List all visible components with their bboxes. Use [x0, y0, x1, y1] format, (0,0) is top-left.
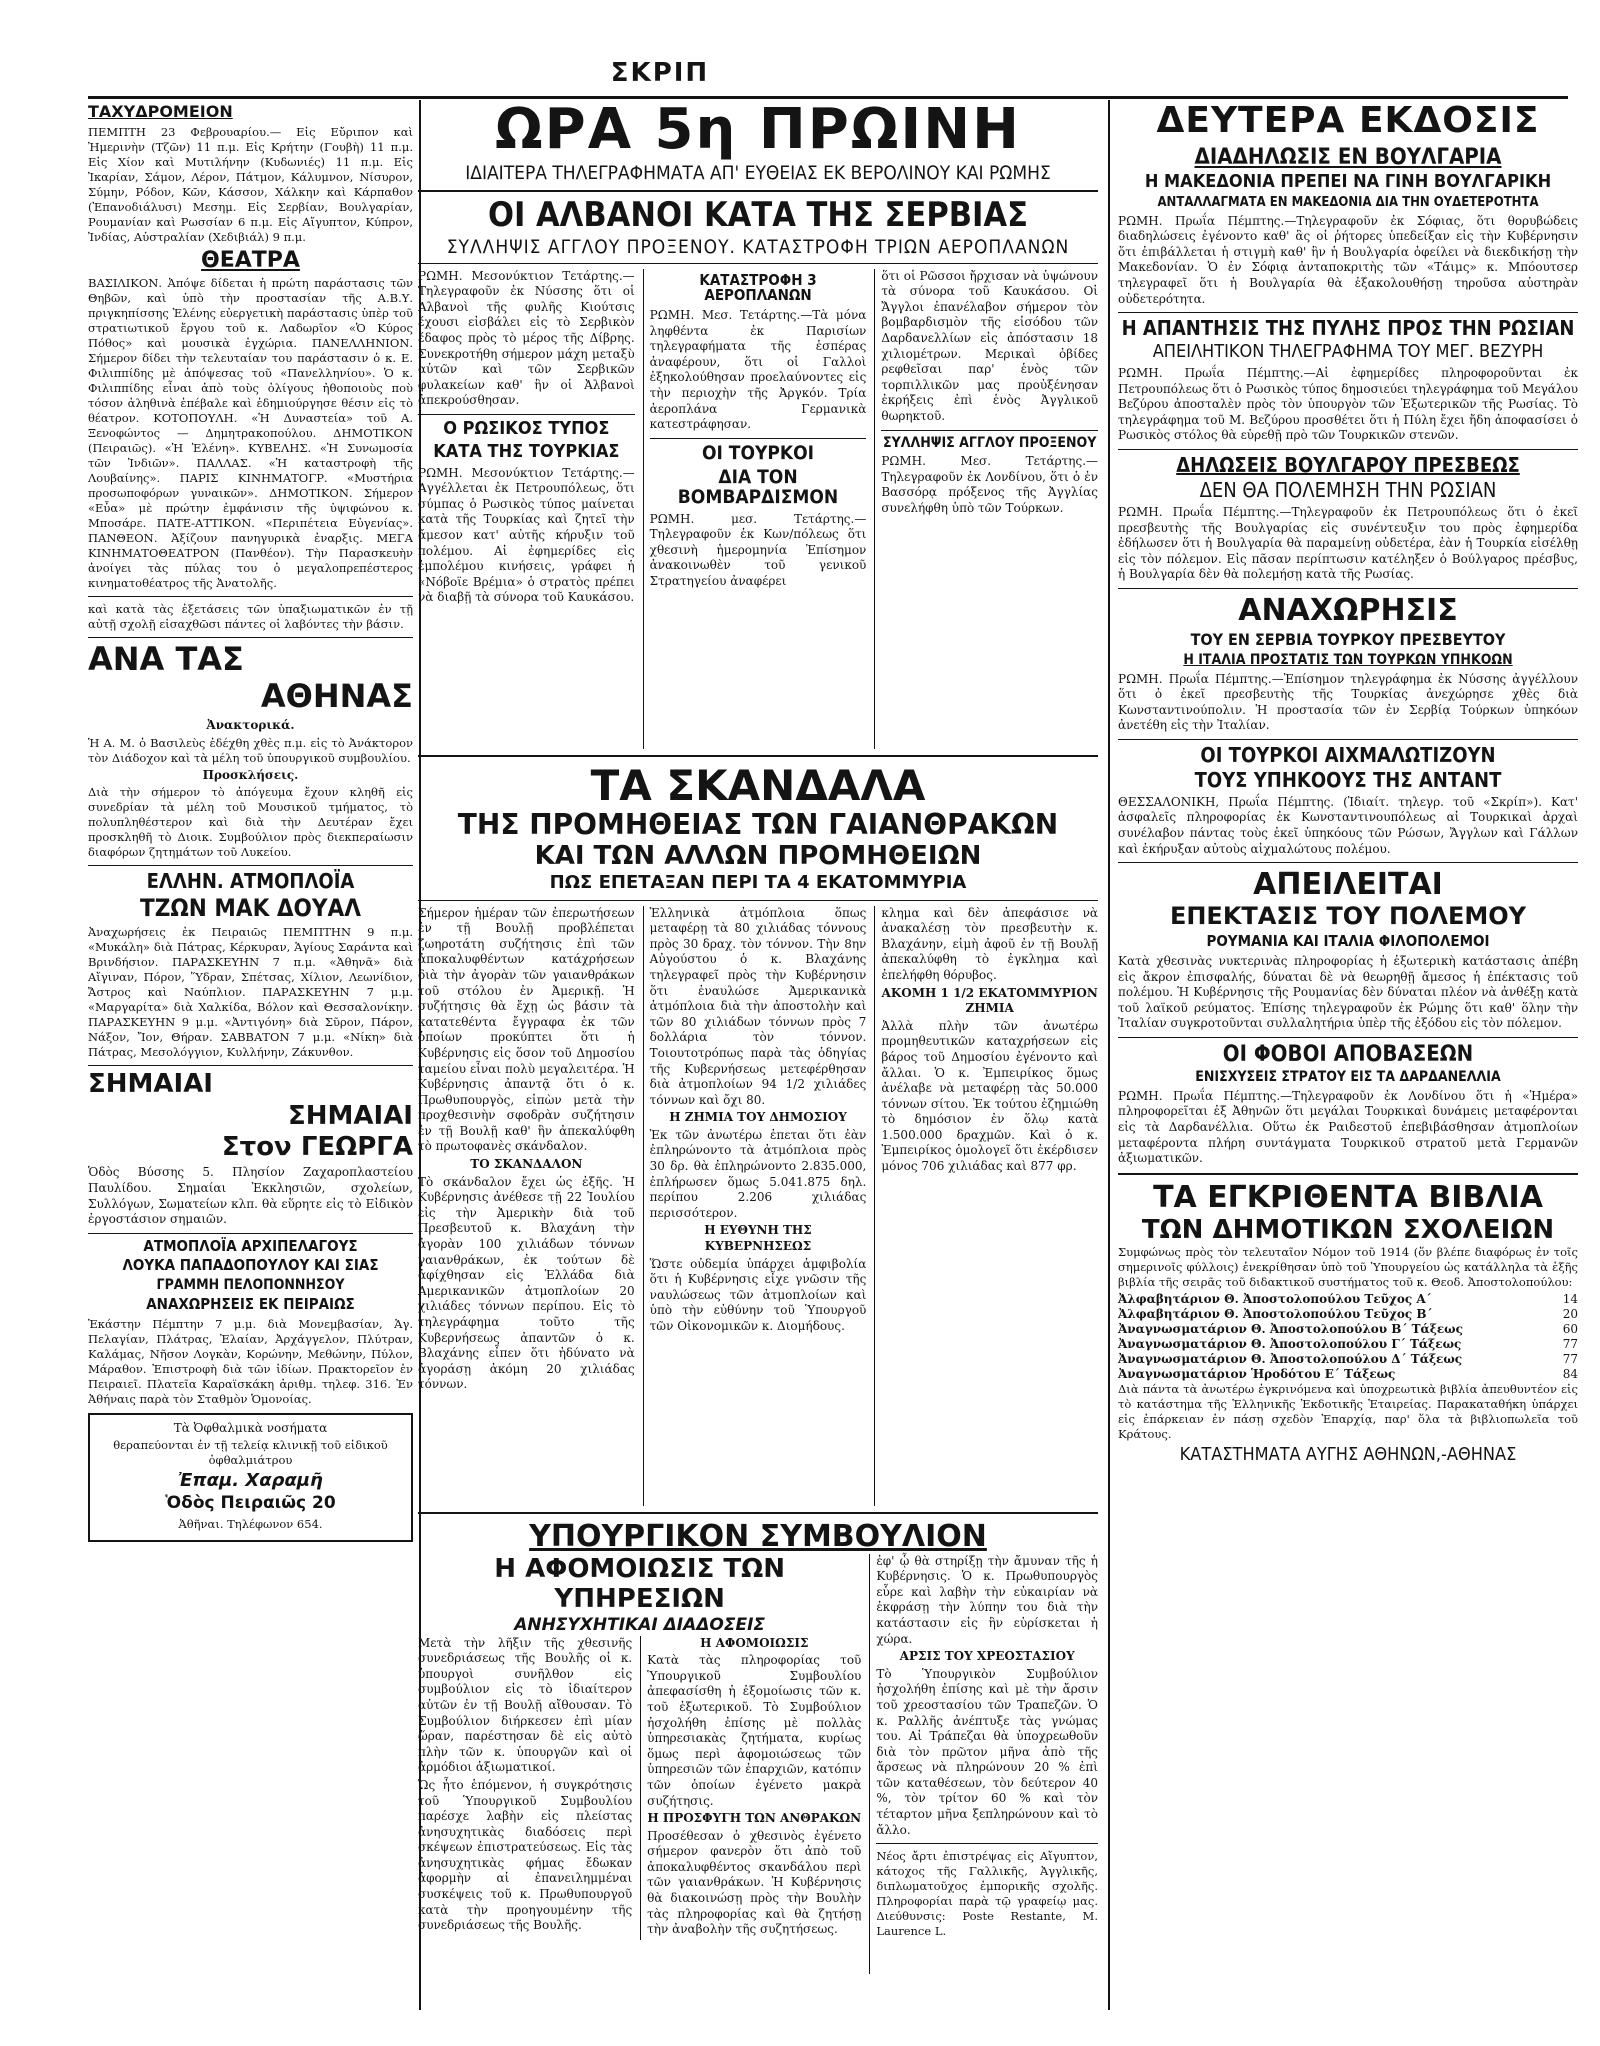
theatre-tail: καὶ κατὰ τὰς ἐξετάσεις τῶν ὑπαξιωματικῶν ἐν τῇ αὐτῇ σχολῇ εἰσαχθῶσι πάντες οἱ λαβόντες τὴν βάσιν.	[88, 601, 413, 631]
scandals-heading-4: ΠΩΣ ΕΠΕΤΑΞΑΝ ΠΕΡΙ ΤΑ 4 ΕΚΑΤΟΜΜΥΡΙΑ	[549, 871, 967, 893]
athens-text-2: Διὰ τὴν σήμερον τὸ ἀπόγευμα ἔχουν κληθῆ εἰς συνεδρίαν τὰ μέλη τοῦ Μουσικοῦ τμήματος, τὸ πολυπληθέστερον καὶ διὰ τὴν Δευτέραν ἔχει προσκληθῆ τὸ Διοικ. Συμβούλιον πρὸς διεκπεραίωσιν διαφόρων ζητημάτων τοῦ Λυκείου.	[88, 785, 413, 860]
divider	[88, 865, 413, 866]
scandals-text-1: Σήμερον ἡμέραν τῶν ἐπερωτήσεων ἐν τῇ Βουλῇ προβλέπεται ζωηροτάτη συζήτησις ἐπὶ τῶν ἀποκαλυφθέντων κατάχρήσεων διὰ τὴν ἀγορὰν τῶν γαιανθράκων τοῦ στόλου ἐν Ἀμερικῇ. Ἡ συζήτησις θὰ ἔχῃ ὡς βάσιν τὰ κατατεθέντα ἔγγραφα ἐκ τῶν ὁποίων προκύπτει ὅτι ἡ Κυβέρνησις εἰς ὅσον τοῦ Δημοσίου ταμείου εἶναι πολὺ μεγαλειτέρα. Ἡ Κυβέρνησις ἀπαντᾷ ὅτι ὁ κ. Πρωθυπουργὸς, εἰπὼν μετὰ τὴν προχθεσινὴν σφοδρὰν συζήτησιν ἐν τῇ Βουλῇ καθ' ἣν ἀπεκαλύφθη τὸ πρωτοφανὲς σκάνδαλον.	[418, 905, 635, 1154]
post-text: ΠΕΜΠΤΗ 23 Φεβρουαρίου.— Εἰς Εὔριπον καὶ Ἠμερινὴν (Τζῶν) 11 π.μ. Εἰς Κρήτην (Γουβὴ) 11 π.μ. Εἰς Χίον καὶ Μυτιλήνην (Κυδωνιές) 11 π.μ. Εἰς Ἰκαρίαν, Σάμον, Λέρον, Πάτμον, Κάλυμνον, Νίσυρον, Σύμην, Ρόδον, Κῶν, Κάσσον, Χάλκην καὶ Κάρπαθον (Ἐπανοδιάλυσι) Μεσημ. Εἰς Σερβίαν, Βουλγαρίαν, Ρουμανίαν καὶ Ρωσσίαν 6 π.μ. Εἰς Αἴγυπτον, Κύπρον, Ἰνδίας, Αὐστραλίαν (Χεδιβιάλ) 9 π.μ.	[88, 124, 413, 244]
shipping-heading-2: ΤΖΩΝ ΜΑΚ ΔΟΥΑΛ	[140, 894, 361, 923]
divider	[418, 190, 1098, 192]
divider	[1118, 1173, 1578, 1175]
cabinet-col-3	[869, 1554, 1098, 1974]
porte-heading-1: Η ΑΠΑΝΤΗΣΙΣ ΤΗΣ ΠΥΛΗΣ ΠΡΟΣ ΤΗΝ ΡΩΣΙΑΝ	[1121, 316, 1575, 341]
albanians-heading: ΟΙ ΑΛΒΑΝΟΙ ΚΑΤΑ ΤΗΣ ΣΕΡΒΙΑΣ	[488, 194, 1028, 235]
scandals-text-5: Ὥστε οὐδεμία ὑπάρχει ἀμφιβολία ὅτι ἡ Κυβέρνησις εἶχε γνῶσιν τῆς ναυλώσεως τῶν ἀτμοπλοίων καὶ ὑπὸ τὴν εὐθύνην τοῦ Ὑπουργοῦ τῶν Οἰκονομικῶν κ. Διομήδους.	[649, 1256, 867, 1333]
scandals-heading-3: ΚΑΙ ΤΩΝ ΑΛΛΩΝ ΠΡΟΜΗΘΕΙΩΝ	[534, 840, 982, 871]
cabinet-heading-2: Η ΑΦΟΜΟΙΩΣΙΣ ΤΩΝ ΥΠΗΡΕΣΙΩΝ	[494, 1553, 786, 1614]
divider	[418, 755, 1098, 757]
athens-sub-2: Προσκλήσεις.	[202, 767, 299, 782]
books-outro: Διὰ πάντα τὰ ἀνωτέρω ἐγκρινόμενα καὶ ὑποχρεωτικὰ βιβλία ἀπευθυντέον εἰς τὸ κατάστημα τῆς Ἑλληνικῆς Ἐκδοτικῆς Ἑταιρείας. Παρακαταθήκη ὑπάρχει εἰς ἐπάρκειαν ἐν πάσῃ σχεδὸν Ἐπαρχίᾳ, παρ' ὅλα τὰ βιβλιοπωλεῖα τοῦ Κράτους.	[1118, 1381, 1578, 1441]
flags-text: Ὁδὸς Βύσσης 5. Πλησίον Ζαχαροπλαστείου Παυλίδου. Σημαίαι Ἐκκλησιῶν, σχολείων, Συλλόγων, Σωματείων κλπ. θὰ εὕρητε εἰς τὸ Εἰδικὸν ἐργοστάσιον σημαιῶν.	[88, 1165, 413, 1227]
right-column	[1108, 100, 1578, 2010]
russian-press-heading-1: Ο ΡΩΣΙΚΟΣ ΤΥΠΟΣ	[443, 417, 610, 439]
advert-doctor-name: Ἐπαμ. Χαραμῆ	[178, 1470, 323, 1492]
cabinet-col-1	[418, 1636, 632, 1940]
porte-text: ΡΩΜΗ. Πρωΐα Πέμπτης.—Αἱ ἐφημερίδες πληροφοροῦνται ἐκ Πετρουπόλεως ὅτι ὁ Ρωσικὸς τύπος δημοσιεύει τηλεγράφημα τοῦ Μεγάλου Βεζύρου ἀποσταλὲν πρὸς τὸν ὑπουργὸν τῶν Ἐξωτερικῶν τῆς Ρωσίας. Τὸ τηλεγράφημα τοῦ Μ. Βεζύρου προσθέτει ὅτι ἡ Πύλη ἔχει ἤδη ἀποφασίσει ὁ Ρωσικὸς στόλος θὰ εὑρεθῇ πρὸ τῶν Τουρκικῶν στενῶν.	[1118, 366, 1578, 443]
scandals-col-3	[874, 906, 1098, 1506]
divider	[876, 1843, 1098, 1844]
turks-heading-1: ΟΙ ΤΟΥΡΚΟΙ	[701, 441, 815, 464]
ambassador-heading-1: ΔΗΛΩΣΕΙΣ ΒΟΥΛΓΑΡΟΥ ΠΡΕΣΒΕΩΣ	[1176, 453, 1520, 478]
coal-subheading: Η ΠΡΟΣΦΥΓΗ ΤΩΝ ΑΝΘΡΑΚΩΝ	[647, 1811, 862, 1826]
cabinet-text-1: Μετὰ τὴν λῆξιν τῆς χθεσινῆς συνεδριάσεως τῆς Βουλῆς οἱ κ. ὑπουργοὶ συνῆλθον εἰς συμβούλιον εἰς τὸ ἰδιαίτερον αὐτῶν ἐν τῇ Βουλῇ αἴθουσαν. Τὸ Συμβούλιον διήρκεσεν ἐπὶ μίαν ὥραν, παρέστησαν δὲ εἰς αὐτὸ πλὴν τῶν κ. ὑπουργῶν καὶ οἱ ἀρμόδιοι ἀξιωματικοί.	[418, 1635, 633, 1775]
theatre-heading: ΘΕΑΤΡΑ	[201, 247, 300, 273]
advert-address: Ὁδὸς Πειραιῶς 20	[165, 1493, 336, 1514]
book-price: 77	[1562, 1351, 1578, 1366]
captives-heading-1: ΟΙ ΤΟΥΡΚΟΙ ΑΙΧΜΑΛΩΤΙΖΟΥΝ	[1200, 742, 1496, 767]
shipping-text: Ἀναχωρήσεις ἐκ Πειραιῶς ΠΕΜΠΤΗΝ 9 π.μ. «Μυκάλη» διὰ Πάτρας, Κέρκυραν, Ἁγίους Σαράντα καὶ Βρινδήσιον. ΠΑΡΑΣΚΕΥΗΝ 7 π.μ. «Ἀθηνᾶ» διὰ Αἴγιναν, Πόρον, Ὕδραν, Σπέτσας, Χίλιον, Λεωνίδιον, Ἄστρος καὶ Ναύπλιον. ΠΑΡΑΣΚΕΥΗΝ 7 μ.μ. «Μαργαρίτα» διὰ Χαλκίδα, Βόλον καὶ Θεσσαλονίκην. ΠΑΡΑΣΚΕΥΗΝ 9 μ.μ. «Ἀντιγόνη» διὰ Σῦρον, Πάρον, Νάξον, Ἴον, Θήραν. ΣΑΒΒΑΤΟΝ 7 μ.μ. «Νίκη» διὰ Πάτρας, Μεσολόγγιον, Κυλλήνην, Ζάκυνθον.	[88, 925, 413, 1060]
book-list-item	[1118, 1322, 1578, 1337]
departure-heading-2: ΤΟΥ ΕΝ ΣΕΡΒΙΑ ΤΟΥΡΚΟΥ ΠΡΕΣΒΕΥΤΟΥ	[1190, 630, 1506, 650]
book-list-item	[1118, 1307, 1578, 1322]
divider	[1118, 588, 1578, 589]
consul-text: ΡΩΜΗ. Μεσ. Τετάρτης.—Τηλεγραφοῦν ἐκ Λονδίνου, ὅτι ὁ ἐν Βασσόρᾳ πρόξενος τῆς Ἀγγλίας συνελήφθη ὑπὸ τῶν Τούρκων.	[881, 454, 1098, 515]
book-list	[1118, 1292, 1578, 1382]
book-title: Ἀναγνωσματάριον Θ. Ἀποστολοπούλου Β΄ Τάξεως	[1118, 1321, 1463, 1336]
flags-heading-3: Στον ΓΕΩΡΓΑ	[221, 1132, 413, 1163]
archipelago-heading-2: ΛΟΥΚΑ ΠΑΠΑΔΟΠΟΥΛΟΥ ΚΑΙ ΣΙΑΣ	[122, 1256, 379, 1275]
book-list-item	[1118, 1352, 1578, 1367]
masthead: ΣΚΡΙΠ	[610, 58, 710, 88]
divider	[88, 637, 413, 638]
books-heading-2: ΤΩΝ ΔΗΜΟΤΙΚΩΝ ΣΧΟΛΕΙΩΝ	[1141, 1214, 1555, 1245]
main-banner: ΩΡΑ 5η ΠΡΩΙΝΗ	[495, 100, 1021, 162]
archipelago-heading-4: ΑΝΑΧΩΡΗΣΕΙΣ ΕΚ ΠΕΙΡΑΙΩΣ	[146, 1294, 355, 1313]
scandals-text-7: Ἀλλὰ πλὴν τῶν ἀνωτέρω προμηθευτικῶν καταχρήσεων εἰς βάρος τοῦ Δημοσίου ἐγένοντο καὶ ἄλλαι. Ὁ κ. Ἐμπειρίκος ὅμως ἀνέλαβε νὰ μεταφέρῃ τὰς 50.000 τόννων σίτου. Ἐκ τούτου ἐζημιώθη τὸ δημόσιον ἐν ὅλῳ κατὰ 1.500.000 δραχμῶν. Καὶ ὁ κ. Ἐμπειρίκος ὁμολογεῖ ὅτι ἐκέρδισεν μόνος 706 χιλιάδας καὶ 877 φρ.	[881, 1018, 1098, 1174]
aeroplanes-text: ΡΩΜΗ. Μεσ. Τετάρτης.—Τὰ μόνα ληφθέντα ἐκ Παρισίων τηλεγραφήματα τῆς ἑσπέρας ἀναφέρουν, ὅτι οἱ Γαλλοὶ ἐξηκολούθησαν προελαύνοντες εἰς τὴν περιοχὴν τῆς Ἀργκόν. Τρία ἀεροπλάνα Γερμανικὰ κατεστράφησαν.	[649, 308, 867, 432]
threat-text: Κατὰ χθεσινὰς νυκτερινὰς πληροφορίας ἡ ἐξωτερικὴ κατάστασις ἀπέβη εἰς ἄκρον ἐπισφαλής, δύναται δὲ νὰ θεωρηθῇ ἄμεσος ἡ ἐπέκτασις τοῦ πολέμου. Ἡ Κυβέρνησις τῆς Ρουμανίας δὲν δύναται πλέον νὰ ἀνθέξῃ κατὰ τοῦ λαϊκοῦ ρεύματος. Ἐπίσης τηλεγραφοῦν ἐκ Ρώμης ὅτι καθ' ὅλην τὴν Ἰταλίαν συγκροτοῦνται συλλαλητήρια ὑπὲρ τῆς ἐξόδου εἰς τὸν πόλεμον.	[1118, 954, 1578, 1031]
book-price: 20	[1562, 1306, 1578, 1321]
divider	[418, 900, 1098, 901]
book-title: Ἀναγνωσματάριον Θ. Ἀποστολοπούλου Δ΄ Τάξεως	[1118, 1351, 1463, 1366]
divider	[88, 596, 413, 597]
scandals-text-4: Ἐκ τῶν ἀνωτέρω ἐπεται ὅτι ἐὰν ἐπληρώνοντο τὰ ἀτμόπλοια πρὸς 30 δρ. θὰ ἐπληρώνοντο 2.835.000, ἐπλήρωσεν ὅμως 5.041.875 δηλ. περίπου 2.206 χιλιάδας περισσότερον.	[649, 1127, 867, 1220]
scandals-heading-1: ΤΑ ΣΚΑΝΔΑΛΑ	[590, 760, 926, 810]
threat-heading-2: ΕΠΕΚΤΑΣΙΣ ΤΟΥ ΠΟΛΕΜΟΥ	[1169, 902, 1527, 931]
captives-heading-2: ΤΟΥΣ ΥΠΗΚΟΟΥΣ ΤΗΣ ΑΝΤΑΝΤ	[1194, 767, 1502, 792]
scandals-body	[418, 906, 1098, 1506]
books-intro: Συμφώνως πρὸς τὸν τελευταῖον Νόμον τοῦ 1914 (ὅν βλέπε διαφόρως ἐν τοῖς σημερινοῖς φύλλοις) ἐνεκρίθησαν ὑπὸ τοῦ Ὑπουργείου ὡς κατάλληλα τὰ ἑξῆς βιβλία τῆς σειρᾶς τοῦ διδακτικοῦ συστήματος τοῦ κ. Θεοδ. Ἀποστολοπούλου:	[1118, 1244, 1578, 1289]
telegram-col-2	[643, 269, 867, 749]
departure-heading-1: ΑΝΑΧΩΡΗΣΙΣ	[1238, 593, 1458, 629]
post-heading: ΤΑΧΥΔΡΟΜΕΙΟΝ	[88, 102, 233, 121]
cabinet-heading-1: ΥΠΟΥΡΓΙΚΟΝ ΣΥΜΒΟΥΛΙΟΝ	[529, 1518, 987, 1554]
book-title: Ἀναγνωσματάριον Ἡροδότου Ε΄ Τάξεως	[1118, 1366, 1396, 1381]
cabinet-text-5: ἐφ' ᾧ θὰ στηρίξῃ τὴν ἄμυναν τῆς ἡ Κυβέρνησις. Ὁ κ. Πρωθυπουργὸς εὗρε καὶ λαβὴν τὴν εὐκαιρίαν νὰ ἐκφράσῃ τὴν λύπην του διὰ τὴν κατάστασιν εἰς ἣν εὑρίσκεται ἡ χώρα.	[876, 1553, 1098, 1646]
bulgaria-heading-1: ΔΙΑΔΗΛΩΣΙΣ ΕΝ ΒΟΥΛΓΑΡΙΑ	[1194, 145, 1502, 170]
clinic-advert	[88, 1413, 413, 1542]
divider	[881, 430, 1098, 431]
divider	[1118, 739, 1578, 740]
scandals-heading-2: ΤΗΣ ΠΡΟΜΗΘΕΙΑΣ ΤΩΝ ΓΑΙΑΝΘΡΑΚΩΝ	[457, 807, 1059, 841]
cabinet-col-2	[640, 1636, 861, 1940]
athens-sub-1: Ἀνακτορικά.	[206, 718, 295, 733]
dardanelles-text: ὅτι οἱ Ρῶσσοι ἤρχισαν νὰ ὑψώνουν τὰ σύνορα τοῦ Καυκάσου. Οἱ Ἄγγλοι ἐπανέλαβον σήμερον τὸν βομβαρδισμὸν τῆς εἰσόδου τῶν Δαρδανελλίων εἰς ἀπόστασιν 18 χιλιομέτρων. Μερικαὶ ὀβίδες ρεφθεῖσαι παρ' ἑνὸς τῶν τορπιλλικῶν μας προὐξένησαν ἐκρήξεις ἐπὶ ἑνὸς Ἀγγλικοῦ θωρηκτοῦ.	[881, 268, 1098, 423]
divider	[418, 263, 1098, 264]
departure-text: ΡΩΜΗ. Πρωΐα Πέμπτης.—Ἐπίσημον τηλεγράφημα ἐκ Νύσσης ἀγγέλλουν ὅτι ὁ ἐκεῖ πρεσβευτὴς τῆς Τουρκίας ἀνεχώρησε χθὲς διὰ Κωνσταντινούπολιν. Ἡ προστασία τῶν ἐν Σερβίᾳ Τούρκων ὑπηκόων ἀνετέθη εἰς τὴν Ἰταλίαν.	[1118, 671, 1578, 733]
book-price: 60	[1562, 1321, 1578, 1336]
flags-heading-2: ΣΗΜΑΙΑΙ	[288, 1100, 413, 1131]
cabinet-main	[418, 1554, 861, 1974]
book-price: 14	[1562, 1291, 1578, 1306]
athens-heading-2: ΑΘΗΝΑΣ	[260, 677, 413, 716]
turks-text: ΡΩΜΗ. μεσ. Τετάρτης.—Τηλεγραφοῦν ἐκ Κων/πόλεως ὅτι χθεσινὴ ἡμερομηνία Ἐπίσημον ἀνακοινωθὲν τοῦ γενικοῦ Στρατηγείου ἀναφέρει	[649, 511, 867, 588]
scandal-subheading: ΤΟ ΣΚΑΝΔΑΛΟΝ	[470, 1157, 583, 1172]
cabinet-text-4: Προσέθεσαν ὁ χθεσινὸς ἐγένετο σήμερον φανερὸν ὅτι ἀπὸ τοῦ ἀποκαλυφθέντος σκανδάλου περὶ τῶν γαιανθράκων. Ἡ Κυβέρνησις θὰ διακοινώσῃ πρὸς τὴν Βουλὴν τὰς πληροφορίας καὶ θὰ ζητήσῃ τὴν ἀναβολὴν τῆς συζητήσεως.	[647, 1828, 862, 1937]
theatre-text: ΒΑΣΙΛΙΚΟΝ. Ἀπόψε δίδεται ἡ πρώτη παράστασις τῶν Θηβῶν, καὶ ὑπὸ τὴν προστασίαν τῆς Α.Β.Υ. πριγκηπίσσης Ἑλένης εὐεργετικὴ παράστασις ὑπὲρ τοῦ στρατιωτικοῦ ἔργου τοῦ κ. Λαδωρῖον «Ὁ Κύρος Πόθος» καὶ μουσικὰ ἐγχώρια. ΠΑΝΕΛΛΗΝΙΟΝ. Σήμερον δίδει τὴν τελευταίαν του παράστασιν ὁ κ. Ε. Φιλιππίδης μὲ ἀπόψεσας τοῦ «Πανελληνίου». Ὁ κ. Φιλιππίδης εἶναι ἀπὸ τοὺς ὀλίγους ἠθοποιοὺς ποὺ τόσον ἀληθινὰ ἐπέβαλε καὶ ἐδημιούργησε θέσιν εἰς τὸ θέατρον. ΚΟΤΟΠΟΥΛΗ. «Ἡ Δυναστεία» τοῦ Α. Ξενοφώντος — Δημητρακοπούλου. ΔΗΜΟΤΙΚΟΝ (Πειραιῶς). «Ἡ Ἑλένη». ΚΥΒΕΛΗΣ. «Ἡ Συνωμοσία τῶν Ἰνδιῶν». ΠΑΛΛΑΣ. «Ἡ καταστροφὴ τῆς Λουβαίνης». ΠΑΡΙΣ ΚΙΝΗΜΑΤΟΓΡ. «Μυστήρια προσωποφόρων γυναικῶν». ΔΗΜΟΤΙΚΟΝ. Σήμερον «Εὖα» μὲ πρώτην ἐμφάνισιν τῆς ὑψιφώνου κ. Μποσάρε. ΠΑΤΕ-ΑΤΤΙΚΟΝ. «Περιπέτεια Εὐγενίας». ΠΑΝΘΕΟΝ. Ἀξίζουν πανηγυρικὰ ἐναρξις. ΜΕΓΑ ΚΙΝΗΜΑΤΟΘΕΑΤΡΟΝ (Πανθέον). Τὴν Παρασκευὴν ἀνοίγει τὰς πύλας του ὁ μεγαλοπρεπέστερος κινηματοθέατρος τῆς Ἀνατολῆς.	[88, 275, 413, 590]
book-price: 77	[1562, 1336, 1578, 1351]
second-edition-banner: ΔΕΥΤΕΡΑ ΕΚΔΟΣΙΣ	[1156, 100, 1540, 141]
telegrams-block	[418, 269, 1098, 749]
bulgaria-text: ΡΩΜΗ. Πρωΐα Πέμπτης.—Τηλεγραφοῦν ἐκ Σόφιας, ὅτι θορυβώδεις διαδηλώσεις ἐγένοντο καθ' ἃς οἱ ῥήτορες ὑπεδείξαν εἰς τὴν Κυβέρνησιν ὅτι ἐπιβάλλεται ἡ στιγμὴ καθ' ἣν ἡ Βουλγαρία ὀφείλει νὰ διεκδικήσῃ τὴν Μακεδονίαν. Ὁ ἐν Σόφιᾳ ἀνταποκριτὴς τῶν «Τάιμς» κ. Μπόουτσερ τηλεγραφεῖ ὅτι ἡ Βουλγαρία θὰ ἐξακολουθήσῃ τηροῦσα αὐστηρὰν οὐδετερότητα.	[1118, 213, 1578, 306]
telegram-col-3	[874, 269, 1098, 749]
landings-heading-2: ΕΝΙΣΧΥΣΕΙΣ ΣΤΡΑΤΟΥ ΕΙΣ ΤΑ ΔΑΡΔΑΝΕΛΛΙΑ	[1195, 1069, 1501, 1086]
athens-heading-1: ΑΝΑ ΤΑΣ	[88, 639, 244, 678]
porte-heading-2: ΑΠΕΙΛΗΤΙΚΟΝ ΤΗΛΕΓΡΑΦΗΜΑ ΤΟΥ ΜΕΓ. ΒΕΖΥΡΗ	[1152, 341, 1544, 363]
albanians-subheading: ΣΥΛΛΗΨΙΣ ΑΓΓΛΟΥ ΠΡΟΞΕΝΟΥ. ΚΑΤΑΣΤΡΟΦΗ ΤΡΙΩΝ ΑΕΡΟΠΛΑΝΩΝ	[446, 235, 1070, 258]
scandals-text-6: κλημα καὶ δὲν ἀπεφάσισε νὰ ἀνακαλέσῃ τὸν πρεσβευτὴν κ. Βλαχάνην, εἰμὴ ἀφοῦ ἐν τῇ Βουλῇ ἀπεκαλύφθη τὸ ἐγκλημα καὶ ἐπελήφθη θόρυβος.	[881, 905, 1098, 982]
damage-subheading: Η ΖΗΜΙΑ ΤΟΥ ΔΗΜΟΣΙΟΥ	[669, 1110, 847, 1125]
classified-note: Νέος ἄρτι ἐπιστρέψας εἰς Αἴγυπτον, κάτοχος τῆς Γαλλικῆς, Ἀγγλικῆς, διπλωματοῦχος ἐμπορικῆς σχολῆς. Πληροφορίαι παρὰ τῷ γραφείῳ μας. Διεύθυνσις: Poste Restante, M. Laurence L.	[876, 1849, 1098, 1939]
captives-text: ΘΕΣΣΑΛΟΝΙΚΗ, Πρωΐα Πέμπτης. (Ἰδιαίτ. τηλεγρ. τοῦ «Σκρίπ»). Κατ' ἀσφαλεῖς πληροφορίας ἐκ Κωνσταντινουπόλεως αἱ Τουρκικαὶ ἀρχαὶ συνέλαβον πάντας τοὺς ἐκεῖ ὑπηκόους τῶν Ρώσων, Ἄγγλων καὶ Γάλλων καὶ ἐκήρυξαν αὐτοὺς αἰχμαλώτους πολέμου.	[1118, 794, 1578, 856]
telegram-col-1	[418, 269, 635, 749]
assimilation-subheading: Η ΑΦΟΜΟΙΩΣΙΣ	[700, 1635, 809, 1650]
threat-heading-1: ΑΠΕΙΛΕΙΤΑΙ	[1253, 867, 1443, 903]
book-title: Ἀναγνωσματάριον Θ. Ἀποστολοπούλου Γ΄ Τάξεως	[1118, 1336, 1462, 1351]
landings-heading-1: ΟΙ ΦΟΒΟΙ ΑΠΟΒΑΣΕΩΝ	[1222, 1041, 1474, 1067]
russian-press-heading-2: ΚΑΤΑ ΤΗΣ ΤΟΥΡΚΙΑΣ	[433, 440, 620, 462]
russian-press-text: ΡΩΜΗ. Μεσονύκτιον Τετάρτης.—Ἀγγέλλεται ἐκ Πετρουπόλεως, ὅτι σύμπας ὁ Ρωσικὸς τύπος μαίνεται κατὰ τῆς Τουρκίας καὶ ζητεῖ τὴν ἄμεσον κατ' αὐτῆς κήρυξιν τοῦ πολέμου. Αἱ ἐφημερίδες εἰς ἐμπολέμου κινήσεις, γράφει ἡ «Νόβοϊε Βρέμια» ὁ στρατὸς πρέπει νὰ διαβῇ τὰ σύνορα τοῦ Καυκάσου.	[418, 465, 635, 605]
bulgaria-heading-2: Η ΜΑΚΕΔΟΝΙΑ ΠΡΕΠΕΙ ΝΑ ΓΙΝΗ ΒΟΥΛΓΑΡΙΚΗ	[1144, 171, 1552, 193]
cabinet-columns	[418, 1636, 861, 1940]
masthead-rule	[88, 96, 1568, 99]
advert-phone: Ἀθῆναι. Τηλέφωνον 654.	[178, 1516, 323, 1531]
left-column	[88, 100, 421, 2010]
divider	[1118, 449, 1578, 450]
divider	[418, 1512, 1098, 1514]
center-column	[418, 100, 1098, 2010]
bulgaria-heading-3: ΑΝΤΑΛΛΑΓΜΑΤΑ ΕΝ ΜΑΚΕΔΟΝΙΑ ΔΙΑ ΤΗΝ ΟΥΔΕΤΕΡΟΤΗΤΑ	[1157, 194, 1539, 210]
advert-line-1: Τὰ Ὀφθαλμικὰ νοσήματα	[173, 1420, 328, 1435]
cabinet-heading-3: ΑΝΗΣΥΧΗΤΙΚΑΙ ΔΙΑΔΟΣΕΙΣ	[514, 1614, 766, 1635]
divider	[88, 1065, 413, 1066]
athens-text-1: Ἡ Α. Μ. ὁ Βασιλεὺς ἐδέχθη χθὲς π.μ. εἰς τὸ Ἀνάκτορον τὸν Διάδοχον καὶ τὰ μέλη τοῦ ὑπουργικοῦ συμβουλίου.	[88, 735, 413, 765]
scandals-text-3: Ἑλληνικὰ ἀτμόπλοια ὅπως μεταφέρῃ τὰ 80 χιλιάδας τόννους πρὸς 30 δραχ. τὸν τόννον. Τὴν 8ην Αὐγούστου ὁ κ. Βλαχάνης τηλεγραφεῖ πρὸς τὴν Κυβέρνησιν ὅτι ἐναυλώσε Ἀμερικανικὰ ἀτμόπλοια διὰ τὴν ἀποστολὴν καὶ τῶν 80 χιλιάδων τόννων πρὸς 7 δολλάρια τὸν τόννον. Τοιουτοτρόπως παρὰ τὰς ὁδηγίας τῆς Κυβερνήσεως μετεφέρθησαν διὰ ἀτμοπλοίων 94 1/2 χιλιάδες τόννων καὶ ὄχι 80.	[649, 905, 867, 1107]
book-list-item	[1118, 1367, 1578, 1382]
threat-heading-3: ΡΟΥΜΑΝΙΑ ΚΑΙ ΙΤΑΛΙΑ ΦΙΛΟΠΟΛΕΜΟΙ	[1206, 932, 1490, 951]
loss-subheading: ΑΚΟΜΗ 1 1/2 ΕΚΑΤΟΜΜΥΡΙΟΝ ΖΗΜΙΑ	[881, 985, 1098, 1016]
turks-heading-2: ΔΙΑ ΤΟΝ ΒΟΜΒΑΡΔΙΣΜΟΝ	[677, 465, 839, 508]
cabinet-block	[418, 1554, 1098, 1974]
banner-subtitle: ΙΔΙΑΙΤΕΡΑ ΤΗΛΕΓΡΑΦΗΜΑΤΑ ΑΠ' ΕΥΘΕΙΑΣ ΕΚ ΒΕΡΟΛΙΝΟΥ ΚΑΙ ΡΩΜΗΣ	[465, 162, 1051, 184]
scandals-text-2: Τὸ σκάνδαλον ἔχει ὡς ἐξῆς. Ἡ Κυβέρνησις ἀνέθεσε τῇ 22 Ἰουλίου εἰς τὴν Ἀμερικὴν διὰ τοῦ Πρεσβευτοῦ κ. Βλαχάνη τὴν ἀγορὰν 100 χιλιάδων τόννων γαιανθράκων, ἐκ τούτων δὲ ἀφίχθησαν εἰς Ἑλλάδα διὰ Ἀμερικανικῶν ἀτμοπλοίων 20 χιλιάδες τόννων περίπου. Εἰς τὸ τηλεγράφημα τοῦτο τῆς Κυβερνήσεως ἀπαντῶν ὁ κ. Βλαχάνης εἶπεν ὅτι ἠδύνατο νὰ ἀγοράσῃ ἀκόμη 20 χιλιάδας τόννων.	[418, 1174, 635, 1392]
book-price: 84	[1562, 1366, 1578, 1381]
consul-heading: ΣΥΛΛΗΨΙΣ ΑΓΓΛΟΥ ΠΡΟΞΕΝΟΥ	[883, 434, 1097, 451]
book-title: Ἀλφαβητάριον Θ. Ἀποστολοπούλου Τεῦχος Α΄	[1118, 1291, 1432, 1306]
albanians-text: ΡΩΜΗ. Μεσονύκτιον Τετάρτης.—Τηλεγραφοῦν ἐκ Νύσσης ὅτι οἱ Ἀλβανοὶ τῆς φυλῆς Κιούτσις ἔχουσι εἰσβάλει εἰς τὸ Σερβικὸν ἔδαφος πρὸς τὸ μέρος τῆς Δίβρης. Συνεκροτήθη σήμερον μάχη μεταξὺ αὐτῶν καὶ τῶν Σερβικῶν φυλακείων καθ' ἣν οἱ Ἀλβανοὶ ἀπεκρούσθησαν.	[418, 268, 635, 408]
divider	[88, 1233, 413, 1234]
book-title: Ἀλφαβητάριον Θ. Ἀποστολοπούλου Τεῦχος Β΄	[1118, 1306, 1433, 1321]
shipping-heading-1: ΕΛΛΗΝ. ΑΤΜΟΠΛΟΪΑ	[146, 869, 355, 894]
moratorium-subheading: ΑΡΣΙΣ ΤΟΥ ΧΡΕΟΣΤΑΣΙΟΥ	[899, 1649, 1075, 1664]
cabinet-text-6: Τὸ Ὑπουργικὸν Συμβούλιον ἠσχολήθη ἐπίσης καὶ μὲ τὴν ἄρσιν τοῦ χρεοστασίου τῶν Τραπεζῶν. Ὁ κ. Ραλλῆς ἀνέπτυξε τὰς γνώμας του. Αἱ Τράπεζαι θὰ ὑποχρεωθοῦν διὰ τὸν πρῶτον μῆνα ἀπὸ τῆς ἄρσεως νὰ πληρώνουν 20 % ἐπὶ τῶν καταθέσεων, τὸν δεύτερον 40 %, τὸν τρίτον 60 % καὶ τὸν τέταρτον μῆνα ξεπληρώνουν καὶ τὸ ἄλλο.	[876, 1666, 1098, 1837]
book-list-item	[1118, 1337, 1578, 1352]
archipelago-heading-3: ΓΡΑΜΜΗ ΠΕΛΟΠΟΝΝΗΣΟΥ	[156, 1277, 345, 1294]
divider	[1118, 862, 1578, 863]
departure-heading-3: Η ΙΤΑΛΙΑ ΠΡΟΣΤΑΤΙΣ ΤΩΝ ΤΟΥΡΚΩΝ ΥΠΗΚΟΩΝ	[1183, 651, 1513, 668]
scandals-col-2	[643, 906, 867, 1506]
aeroplanes-heading: ΚΑΤΑΣΤΡΟΦΗ 3 ΑΕΡΟΠΛΑΝΩΝ	[699, 270, 817, 305]
book-list-item	[1118, 1292, 1578, 1307]
archipelago-text: Ἐκάστην Πέμπτην 7 μ.μ. διὰ Μονεμβασίαν, Ἁγ. Πελαγίαν, Πλάτρας, Ἐλαίαν, Ἀρχάγγελον, Πλύτραν, Καλάμας, Νῆσον Λογκὰν, Κορώνην, Μεθώνην, Πύλον, Μάραθον. Ἐπιστροφὴ διὰ τῶν ἰδίων. Πρακτορεῖον ἐν Πειραιεῖ. Πλατεῖα Καραϊσκάκη ἀριθμ. τηλεφ. 316. Ἐν Ἀθήναις παρὰ τὸν Σταθμὸν Ὁμονοίας.	[88, 1316, 413, 1406]
cabinet-text-3: Κατὰ τὰς πληροφορίας τοῦ Ὑπουργικοῦ Συμβουλίου ἀπεφασίσθη ἡ ἐξομοίωσις τῶν κ. τοῦ ἐξωτερικοῦ. Τὸ Συμβούλιον ἠσχολήθη ἐπίσης μὲ πολλὰς ὑπηρεσιακὰς ζητήματα, κυρίως ὅμως περὶ ἀφομοιώσεως τῶν ὑπηρεσιῶν τῶν ἐπαρχιῶν, κατόπιν τῶν ὁποίων ἐγένετο μακρὰ συζήτησις.	[647, 1653, 862, 1808]
divider	[1118, 312, 1578, 313]
flags-heading-1: ΣΗΜΑΙΑΙ	[88, 1069, 213, 1100]
responsibility-subheading: Η ΕΥΘΥΝΗ ΤΗΣ ΚΥΒΕΡΝΗΣΕΩΣ	[704, 1223, 812, 1254]
divider	[650, 438, 867, 439]
scandals-col-1	[418, 906, 635, 1506]
ambassador-heading-2: ΔΕΝ ΘΑ ΠΟΛΕΜΗΣΗ ΤΗΝ ΡΩΣΙΑΝ	[1199, 478, 1497, 503]
divider	[1118, 1037, 1578, 1038]
stores-footer: ΚΑΤΑΣΤΗΜΑΤΑ ΑΥΓΗΣ ΑΘΗΝΩΝ,-ΑΘΗΝΑΣ	[1179, 1443, 1517, 1465]
archipelago-heading-1: ΑΤΜΟΠΛΟΪΑ ΑΡΧΙΠΕΛΑΓΟΥΣ	[143, 1236, 358, 1255]
books-heading-1: ΤΑ ΕΓΚΡΙΘΕΝΤΑ ΒΙΒΛΙΑ	[1153, 1179, 1543, 1215]
advert-line-2: θεραπεύονται ἐν τῇ τελείᾳ κλινικῇ τοῦ εἰδικοῦ ὀφθαλμιάτρου	[113, 1438, 388, 1468]
divider	[418, 414, 635, 415]
cabinet-text-2: Ὡς ἦτο ἑπόμενον, ἡ συγκρότησις τοῦ Ὑπουργικοῦ Συμβουλίου παρέσχε λαβὴν εἰς πλείστας ἀνησυχητικὰς διαδόσεις περὶ σκέψεων ἐπιστρατεύσεως. Εἰς τὰς ἀνησυχητικὰς φήμας ἔδωκαν ἀφορμὴν αἱ ἐπανειλημμέναι συσκέψεις τοῦ κ. Πρωθυπουργοῦ κατὰ τὴν προηγουμένην τῆς συνεδριάσεως τῆς Βουλῆς.	[418, 1777, 633, 1933]
ambassador-text: ΡΩΜΗ. Πρωΐα Πέμπτης.—Τηλεγραφοῦν ἐκ Πετρουπόλεως ὅτι ὁ ἐκεῖ πρεσβευτὴς τῆς Βουλγαρίας εἰς συνέντευξιν του πρὸς ἐφημερίδα ἐδήλωσεν ὅτι ἡ Βουλγαρία θὰ παραμείνῃ οὐδετέρα, ἐὰν ἡ Τουρκία εἰσέλθῃ εἰς τὸν πόλεμον. Εἰς πᾶσαν περίπτωσιν κατέληξεν ὁ Βούλγαρος πρέσβυς, ἡ Βουλγαρία δὲν θὰ πολεμήσῃ κατὰ τῆς Ρωσίας.	[1118, 505, 1578, 582]
landings-text: ΡΩΜΗ. Πρωΐα Πέμπτης.—Τηλεγραφοῦν ἐκ Λονδίνου ὅτι ἡ «Ἡμέρα» πληροφορεῖται ἐξ Ἀθηνῶν ὅτι μεγάλαι Τουρκικαὶ δυνάμεις μεταφέρονται εἰς τὰ Δαρδανέλλια. Οὕτω ἐκ Ραιδεστοῦ ἐπεβιβάσθησαν ἀτμοπλοίων μεταφέροντα πλήρη συντάγματα Τουρκικοῦ στρατοῦ μετὰ Γερμανῶν ἀξιωματικῶν.	[1118, 1088, 1578, 1166]
